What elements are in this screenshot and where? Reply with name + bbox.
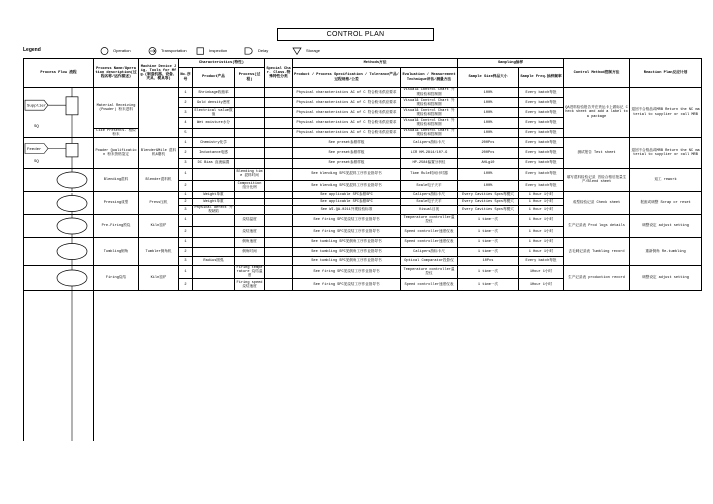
blank-cell	[179, 291, 193, 442]
process-char	[235, 118, 265, 128]
control-method: 生产记录表 production record	[564, 266, 630, 291]
reaction-plan: 退回不合格品或MRB Return the NC material to supplier or call MRB	[630, 138, 702, 169]
feeder-symbol	[24, 138, 94, 168]
spec-tolerance: See firing SPC见烧结工序作业指导书	[293, 266, 401, 279]
char-no: 3	[179, 158, 193, 168]
char-no: 1	[179, 238, 193, 247]
header-control: Control Method控制方法	[564, 59, 630, 88]
sample-freq: 1Hour 1小时	[519, 266, 564, 279]
sample-size: 100%	[458, 108, 519, 118]
sample-freq: Every batch每批	[519, 88, 564, 98]
evaluation-technique: Visual& Control Chart 外观检验和控制图	[401, 108, 458, 118]
evaluation-technique: Scale电子天平	[401, 180, 458, 192]
sample-freq: 1 Hour 1小时	[519, 199, 564, 206]
control-method: 测试报告 Test sheet	[564, 138, 630, 169]
blank-cell	[193, 291, 235, 442]
sample-freq: 1 Hour 1小时	[519, 215, 564, 227]
delay-icon	[244, 47, 254, 55]
spec-tolerance: See tumbling SPC见倒角工序作业指导书	[293, 247, 401, 256]
special-class	[265, 199, 293, 206]
sample-freq: 1 Hour 1小时	[519, 238, 564, 247]
operation-oval	[57, 195, 87, 211]
spec-tolerance: See preset参照样板	[293, 138, 401, 148]
supplier-sq-label: SQ	[34, 125, 39, 130]
spec-tolerance: See firing SPC见烧结工序作业指导书	[293, 226, 401, 238]
char-no: 2	[179, 148, 193, 158]
header-process: Process Name/Operation description(过程名称/运作描述)	[94, 59, 139, 88]
spec-tolerance: See blending SPC见混料工序作业指导书	[293, 169, 401, 181]
legend-inspection-label: Inspection	[209, 48, 228, 54]
sample-size: Every Cavities 5pcs每模穴	[458, 199, 519, 206]
process-char	[235, 148, 265, 158]
product-char	[193, 279, 235, 291]
legend-operation	[100, 47, 131, 55]
table-row	[24, 192, 702, 199]
header-flow: Process Flow 流程	[24, 59, 94, 88]
blank-cell	[564, 291, 630, 442]
spec-tolerance: See tumbling SPC见倒角工序作业指导书	[293, 256, 401, 265]
table-row	[24, 138, 702, 148]
header-reaction: Reaction Plan反应计划	[630, 59, 702, 88]
special-class	[265, 88, 293, 98]
feeder-sq-label: SQ	[34, 160, 39, 164]
sample-freq: Every batch每批	[519, 158, 564, 168]
blank-cell	[94, 291, 139, 442]
process-char	[235, 108, 265, 118]
special-class	[265, 148, 293, 158]
special-class	[265, 266, 293, 279]
flow-cell	[24, 138, 94, 169]
evaluation-technique: Calipers游标卡尺	[401, 192, 458, 199]
table-row	[24, 215, 702, 227]
control-method: 填写混料检验记录 首检合格后批量生产/Blend sheet	[564, 169, 630, 192]
process-name: Tumbling倒角	[94, 238, 139, 266]
char-no: 2	[179, 180, 193, 192]
storage-icon	[292, 47, 302, 55]
special-class	[265, 169, 293, 181]
char-no: 1	[179, 266, 193, 279]
product-char: Inductance电感	[193, 148, 235, 158]
machine-cell: Press压机	[139, 192, 179, 215]
sample-size: Every Cavities 5pcs每模穴	[458, 206, 519, 215]
table-row	[24, 266, 702, 279]
blank-cell	[630, 291, 702, 442]
header-sampling: Sampling抽样	[458, 59, 564, 68]
sample-freq: 1Hour 1小时	[519, 279, 564, 291]
sample-size: 1 time一次	[458, 279, 519, 291]
spec-tolerance: See applicable SPC参照SPC	[293, 199, 401, 206]
operation-symbol	[24, 169, 94, 191]
char-no: 3	[179, 108, 193, 118]
blank-cell	[293, 291, 401, 442]
reaction-plan: 重新倒角 Re-tumbling	[630, 238, 702, 266]
char-no: 1	[179, 192, 193, 199]
sample-freq: Every batch每批	[519, 180, 564, 192]
sample-size: 1 time一次	[458, 247, 519, 256]
reaction-plan: 返工 rework	[630, 169, 702, 192]
special-class	[265, 128, 293, 137]
process-name: Blending混料	[94, 169, 139, 192]
legend-operation-label: Operation	[113, 48, 131, 54]
flow-line-tail	[24, 291, 94, 441]
process-char: 倒角速度	[235, 238, 265, 247]
legend-delay-label: Delay	[258, 48, 269, 54]
spec-tolerance: See blending SPC见混料工序作业指导书	[293, 180, 401, 192]
product-char: Physical defect 外观缺陷	[194, 206, 233, 215]
evaluation-technique: Visual& Control Chart 外观检验和控制图	[401, 118, 458, 128]
machine-cell: Tumbler倒角机	[139, 238, 179, 266]
control-method: 去毛刺记录表 Tumbling record	[564, 238, 630, 266]
sample-freq: Every batch每批	[519, 138, 564, 148]
machine-cell	[139, 88, 179, 138]
sample-size: 1 time一次	[458, 238, 519, 247]
supplier-tag-label: Supplier	[27, 104, 47, 109]
char-no: 1	[179, 88, 193, 98]
product-char	[193, 238, 235, 247]
supplier-symbol	[24, 88, 94, 137]
header-spec: Product / Process Specification / Tolerance产品/过程规格/公差	[293, 68, 401, 88]
control-method: 生产记录表 Prod logs details	[564, 215, 630, 238]
char-no: 4	[179, 118, 193, 128]
process-name: Powder Qualification 粉末资格鉴定	[94, 138, 139, 169]
control-plan-table	[23, 58, 702, 441]
header-special: Special Char. Class.特殊特性分类	[265, 59, 293, 88]
sample-size: 200Pcs	[458, 148, 519, 158]
legend-storage-label: Storage	[306, 48, 321, 54]
flow-cell	[24, 238, 94, 266]
spec-tolerance: See firing SPC见烧结工序作业指导书	[293, 279, 401, 291]
header-methods: Methods方法	[293, 59, 458, 68]
header-size: Sample Size样品大小	[458, 68, 519, 88]
sample-freq: Every batch每批	[519, 256, 564, 265]
legend-transportation-label: Transportation	[161, 48, 187, 54]
product-char: Radius圆弧	[193, 256, 235, 265]
process-char	[235, 256, 265, 265]
sample-freq: Every batch每批	[519, 148, 564, 158]
sample-size: Every Cavities 5pcs每模穴	[458, 192, 519, 199]
page-title: CONTROL PLAN	[277, 28, 434, 41]
sample-freq: Every batch每批	[519, 169, 564, 181]
char-no: 2	[179, 247, 193, 256]
table-row	[24, 88, 702, 98]
product-char	[193, 215, 235, 227]
flow-cell	[24, 215, 94, 238]
spec-tolerance: Physical characteristics AC of C 符合粉末供应要求	[293, 118, 401, 128]
operation-icon	[100, 47, 109, 55]
char-no: 3	[179, 206, 193, 215]
process-char	[235, 88, 265, 98]
header-product: Product产品	[193, 68, 235, 88]
flow-cell-blank	[24, 291, 94, 442]
machine-cell: Kiln窑炉	[139, 266, 179, 291]
evaluation-technique: Optical Comparator投影仪	[401, 256, 458, 265]
process-char: 烧结温度	[235, 215, 265, 227]
machine-cell: Kiln窑炉	[139, 215, 179, 238]
operation-symbol	[24, 266, 94, 290]
process-char: Blending time 混料时间	[235, 169, 265, 181]
char-no: 1	[179, 138, 193, 148]
evaluation-technique: Visual目视	[401, 206, 458, 215]
sample-size: 1 time一次	[458, 226, 519, 238]
sample-freq: Every batch每批	[519, 128, 564, 137]
evaluation-technique: Visual& Control Chart 外观检验和控制图	[401, 128, 458, 137]
process-char	[235, 158, 265, 168]
flow-cell	[24, 169, 94, 192]
machine-cell: Blender&Mile 混料机&磨机	[139, 138, 179, 169]
special-class	[265, 238, 293, 247]
header-machine: Machine Device Jig, Tools for Mfg.(制造机器、设备、夹具、模具等)	[139, 59, 179, 88]
spec-tolerance: Physical characteristics AC of C 符合粉末供应要求	[293, 88, 401, 98]
spec-tolerance: See preset参照样板	[293, 158, 401, 168]
spec-tolerance: See tumbling SPC见倒角工序作业指导书	[293, 238, 401, 247]
evaluation-technique: Temperature controller温控仪	[401, 215, 458, 227]
spec-tolerance: See applicable SPC参照SPC	[293, 192, 401, 199]
blank-cell	[139, 291, 179, 442]
sample-freq: 1 Hour 1小时	[519, 247, 564, 256]
product-char: Weight单重	[193, 192, 235, 199]
special-class	[265, 279, 293, 291]
inspection-box	[66, 143, 78, 157]
special-class	[265, 158, 293, 168]
blank-cell	[458, 291, 519, 442]
spec-tolerance: See preset参照样板	[293, 148, 401, 158]
evaluation-technique: Time Rule时间计时器	[401, 169, 458, 181]
header-proc: Process(过程)	[235, 68, 265, 88]
control-method: QA进料检验报告并在货运卡上做标记 Check sheet and add a label to a package	[564, 88, 630, 138]
legend-inspection	[196, 47, 227, 55]
flow-cell	[24, 266, 94, 291]
transportation-icon	[148, 47, 157, 55]
product-char: Wet moisture水分	[193, 118, 235, 128]
product-char	[193, 226, 235, 238]
evaluation-technique: LCR HM-2814/10?-G	[401, 148, 458, 158]
char-no: 3	[179, 256, 193, 265]
operation-symbol	[24, 215, 94, 237]
sample-size: 100%	[458, 169, 519, 181]
sample-size: 100%	[458, 88, 519, 98]
sample-freq: 1 Hour 1小时	[519, 192, 564, 199]
spec-tolerance: Physical characteristics AC of C 符合粉末供应要求	[293, 128, 401, 137]
process-char: 倒角时间	[235, 247, 265, 256]
sample-freq: 1 Hour 1小时	[519, 206, 564, 215]
special-class	[265, 180, 293, 192]
special-class	[265, 247, 293, 256]
operation-oval	[57, 218, 87, 234]
evaluation-technique: Temperature controller温控仪	[401, 266, 458, 279]
product-char: Electrical value数值	[194, 108, 233, 117]
special-class	[265, 215, 293, 227]
process-char	[235, 199, 265, 206]
process-name: Material Receiving (Powder) 粉末进料	[94, 88, 139, 129]
product-char	[193, 266, 235, 279]
evaluation-technique: Speed controller速度仪表	[401, 238, 458, 247]
spec-tolerance: See firing SPC见烧结工序作业指导书	[293, 215, 401, 227]
machine-cell: Blender混料机	[139, 169, 179, 192]
control-method: 成型检验记录 Check sheet	[564, 192, 630, 215]
reaction-plan: 退回不合格品或MRB Return the NC material to supplier or call MRB	[630, 88, 702, 138]
operation-oval	[57, 244, 87, 260]
inspection-icon	[196, 47, 205, 55]
special-class	[265, 206, 293, 215]
product-char: Weight单重	[193, 199, 235, 206]
evaluation-technique: HP-2584偏置分析仪	[401, 158, 458, 168]
process-name: Firing烧结	[94, 266, 139, 291]
sample-size: 100%	[458, 180, 519, 192]
flow-cell	[24, 88, 94, 138]
header-characteristics: Characteristics(特性)	[179, 59, 265, 68]
evaluation-technique: Calipers游标卡尺	[401, 247, 458, 256]
blank-cell	[401, 291, 458, 442]
evaluation-technique: Speed controller速度仪表	[401, 279, 458, 291]
special-class	[265, 226, 293, 238]
flow-cell	[24, 192, 94, 215]
char-no: 2	[179, 98, 193, 108]
blank-cell	[519, 291, 564, 442]
special-class	[265, 108, 293, 118]
product-char: DC Bias 直流偏置	[193, 158, 235, 168]
product-char	[193, 180, 235, 192]
special-class	[265, 192, 293, 199]
process-char: Firing speed烧结速度	[235, 279, 265, 291]
process-char	[235, 128, 265, 137]
operation-oval	[57, 270, 87, 286]
char-no: 2	[179, 199, 193, 206]
header-freq: Sample Freq.抽样频率	[519, 68, 564, 88]
process-name: Pressing成型	[94, 192, 139, 215]
header-no: No.序号	[179, 68, 193, 88]
sample-size: 100%	[458, 128, 519, 137]
sample-freq: Every batch每批	[519, 98, 564, 108]
evaluation-technique: Calipers游标卡尺	[401, 138, 458, 148]
blank-cell	[265, 291, 293, 442]
operation-oval	[57, 172, 87, 188]
special-class	[265, 138, 293, 148]
legend-delay	[244, 47, 268, 55]
reaction-plan: 报废或调整 Scrap or reset	[630, 192, 702, 215]
special-class	[265, 118, 293, 128]
process-name: Like Presents- 相似粉末	[94, 128, 139, 137]
feeder-tag-label: Feeder	[27, 148, 42, 152]
legend-transportation	[148, 47, 187, 55]
legend-label: Legend	[23, 47, 41, 53]
process-char	[235, 206, 265, 215]
product-char	[193, 128, 235, 137]
sample-size: 100%	[458, 118, 519, 128]
process-char	[235, 138, 265, 148]
spec-tolerance: Physical characteristics AC of C 符合粉末供应要求	[293, 108, 401, 118]
evaluation-technique: Visual& Control Chart 外观检验和控制图	[401, 88, 458, 98]
char-no: 1	[179, 215, 193, 227]
product-char: Chemistry化学	[193, 138, 235, 148]
sample-size: 1 time一次	[458, 215, 519, 227]
table-row	[24, 238, 702, 247]
special-class	[265, 98, 293, 108]
blank-row	[24, 291, 702, 442]
sample-size: AHLg10	[458, 158, 519, 168]
operation-symbol	[24, 238, 94, 265]
char-no: 2	[179, 226, 193, 238]
sample-size: 1 time一次	[458, 266, 519, 279]
product-char	[193, 169, 235, 181]
reaction-plan: 调整设定 adjust setting	[630, 266, 702, 291]
sample-freq: Every batch每批	[519, 108, 564, 118]
evaluation-technique: Speed controller速度仪表	[401, 226, 458, 238]
inspection-box	[66, 97, 78, 115]
process-char: Composition组分比例	[235, 180, 265, 192]
process-char	[235, 98, 265, 108]
process-name: Pre-Firing预烧	[94, 215, 139, 238]
spec-tolerance: Physical characteristics AC of C 符合粉末供应要求	[293, 98, 401, 108]
evaluation-technique: Scale电子天平	[401, 199, 458, 206]
process-char	[235, 192, 265, 199]
table-row	[24, 169, 702, 181]
reaction-plan: 调整设定 adjust setting	[630, 215, 702, 238]
sample-size: 10Pcs	[458, 256, 519, 265]
product-char	[193, 247, 235, 256]
char-no: 1	[179, 169, 193, 181]
process-char: Firing temperature 烧结温度	[235, 266, 265, 279]
sample-size: 200Pcs	[458, 138, 519, 148]
spec-tolerance: See WI-QA-0211外观检验标准	[293, 206, 401, 215]
product-char: Gold density密度	[193, 98, 235, 108]
product-char: Shrinkage收缩率	[193, 88, 235, 98]
legend-storage	[292, 47, 320, 55]
header-eval: Evaluation / Measurement Technique评估/测量方法	[401, 68, 458, 88]
char-no: 2	[179, 279, 193, 291]
evaluation-technique: Visual& Control Chart 外观检验和控制图	[401, 98, 458, 108]
special-class	[265, 256, 293, 265]
sample-freq: 1 Hour 1小时	[519, 226, 564, 238]
operation-symbol	[24, 193, 94, 214]
sample-size: 100%	[458, 98, 519, 108]
blank-cell	[235, 291, 265, 442]
process-char: 烧结速度	[235, 226, 265, 238]
char-no: 5	[179, 128, 193, 137]
sample-freq: Every batch每批	[519, 118, 564, 128]
